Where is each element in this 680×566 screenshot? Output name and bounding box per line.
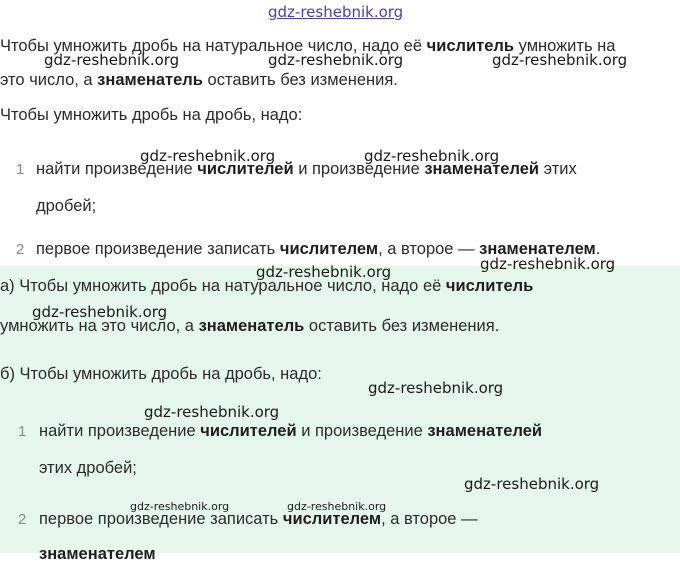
bold-term: знаменателем bbox=[39, 545, 156, 563]
text: оставить без изменения. bbox=[304, 317, 500, 335]
bold-term: числителей bbox=[197, 160, 294, 178]
text: умножить на bbox=[514, 37, 616, 55]
s1-item-1-line-2: дробей; bbox=[36, 197, 97, 215]
watermark: gdz-reshebnik.org bbox=[140, 147, 276, 165]
text: первое произведение записать bbox=[36, 240, 280, 258]
text: найти произведение bbox=[36, 160, 198, 178]
s1-item-2-number: 2 bbox=[16, 241, 25, 258]
bold-term: знаменателем bbox=[479, 240, 596, 258]
s2-item-2-number: 2 bbox=[18, 511, 27, 528]
text: а) Чтобы умножить дробь на натуральное число, надо её bbox=[0, 277, 446, 295]
s2-paragraph-2: б) Чтобы умножить дробь на дробь, надо: bbox=[0, 365, 322, 383]
text: это число, а bbox=[0, 71, 98, 89]
text: Чтобы умножить дробь на натуральное число, надо её bbox=[0, 37, 427, 55]
text: первое произведение записать bbox=[39, 510, 283, 528]
text: этих bbox=[539, 160, 577, 178]
watermark: gdz-reshebnik.org bbox=[287, 500, 387, 513]
text: и произведение bbox=[296, 422, 428, 440]
watermark: gdz-reshebnik.org bbox=[368, 379, 504, 397]
watermark: gdz-reshebnik.org bbox=[256, 263, 392, 281]
watermark: gdz-reshebnik.org bbox=[268, 51, 404, 69]
watermark-link[interactable]: gdz-reshebnik.org bbox=[268, 3, 404, 21]
bold-term: знаменателей bbox=[424, 160, 540, 178]
watermark: gdz-reshebnik.org bbox=[480, 255, 616, 273]
bold-term: числителем bbox=[279, 240, 379, 258]
text: и произведение bbox=[293, 160, 425, 178]
watermark: gdz-reshebnik.org bbox=[144, 403, 280, 421]
text: , а второе — bbox=[378, 240, 480, 258]
watermark: gdz-reshebnik.org bbox=[32, 303, 168, 321]
text: найти произведение bbox=[39, 422, 201, 440]
s2-item-1-number: 1 bbox=[18, 423, 27, 440]
bold-term: числитель bbox=[426, 37, 515, 55]
s2-item-2-line-1 bbox=[39, 507, 478, 531]
text: умножить на это число, а bbox=[0, 317, 199, 335]
watermark: gdz-reshebnik.org bbox=[492, 51, 628, 69]
bold-term: знаменатель bbox=[97, 71, 203, 89]
s1-paragraph-1-line-2 bbox=[0, 68, 398, 92]
watermark: gdz-reshebnik.org bbox=[130, 500, 230, 513]
s2-item-1-line-2: этих дробей; bbox=[39, 459, 137, 477]
bold-term: знаменателей bbox=[427, 422, 543, 440]
s2-item-1-line-1 bbox=[39, 419, 542, 443]
watermark: gdz-reshebnik.org bbox=[44, 51, 180, 69]
bold-term: числителей bbox=[200, 422, 297, 440]
s1-item-1-number: 1 bbox=[16, 161, 25, 178]
s1-paragraph-2: Чтобы умножить дробь на дробь, надо: bbox=[0, 106, 303, 124]
text: , а второе — bbox=[381, 510, 478, 528]
watermark: gdz-reshebnik.org bbox=[364, 147, 500, 165]
text: оставить без изменения. bbox=[202, 71, 398, 89]
bold-term: знаменатель bbox=[198, 317, 305, 335]
watermark: gdz-reshebnik.org bbox=[464, 475, 600, 493]
bold-term: числителем bbox=[282, 510, 382, 528]
s2-item-2-line-2 bbox=[39, 542, 156, 566]
text: . bbox=[595, 240, 601, 258]
bold-term: числитель bbox=[445, 277, 534, 295]
